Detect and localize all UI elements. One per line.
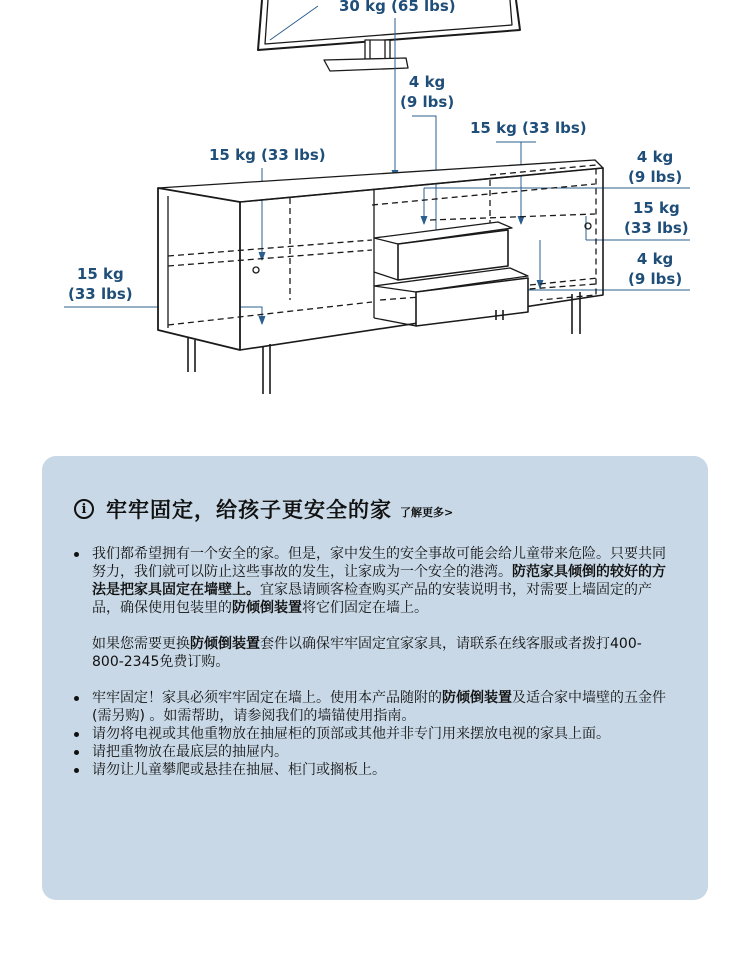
replacement-text-1: 如果您需要更换	[92, 636, 190, 652]
learn-more-link[interactable]: 了解更多>	[400, 506, 454, 519]
drawers	[374, 222, 528, 326]
intro-text-1: 我们都希望拥有一个安全的家。但是，家中发生的安全事故可能会给儿童带来危险。只要共同努力，我们就可以防止这些事故的发生，让家成为一个安全的港湾。	[92, 546, 666, 580]
tv-weight-label: 30 kg (65 lbs)	[339, 0, 456, 15]
top-left-weight-label: 15 kg (33 lbs)	[209, 146, 326, 164]
notice-bullet-tv: 请勿将电视或其他重物放在抽屉柜的顶部或其他并非专门用来摆放电视的家具上面。	[70, 725, 670, 743]
replacement-text-2: 套件以确保牢牢固定宜家家具，请联系在线客服或者拨打400-800-2345免费订购。	[92, 636, 642, 670]
right-low-weight-label	[628, 249, 682, 289]
fix-text-1: 牢牢固定！家具必须牢牢固定在墙上。使用本产品随附的	[92, 690, 442, 706]
top-shelf-weight-label	[400, 72, 454, 112]
replacement-bold: 防倾倒装置	[190, 636, 260, 652]
notice-bullet-fix	[70, 689, 670, 725]
intro-bold-1: 防范家具倾倒的较好的方法是把家具固定在墙壁上。	[92, 564, 666, 598]
notice-title: 牢牢固定，给孩子更安全的家	[106, 498, 392, 522]
notice-content	[70, 545, 670, 779]
left-weight-label	[68, 264, 133, 304]
right-low-weight-lbs: (9 lbs)	[628, 270, 683, 288]
fix-text-2: 及适合家中墙壁的五金件 (需另购) 。如需帮助，请参阅我们的墙锚使用指南。	[92, 690, 666, 724]
right-top-weight-label	[628, 147, 682, 187]
fix-bold: 防倾倒装置	[442, 690, 512, 706]
info-circle-icon: i	[74, 499, 94, 519]
safety-notice-card	[42, 456, 708, 900]
right-top-weight-kg: 4 kg	[636, 148, 674, 166]
right-mid-weight-kg: 15 kg	[632, 199, 680, 217]
intro-bold-2: 防倾倒装置	[232, 600, 302, 616]
top-shelf-weight-lbs: (9 lbs)	[400, 93, 455, 111]
right-top-weight-lbs: (9 lbs)	[628, 168, 683, 186]
notice-replacement-paragraph	[70, 635, 670, 671]
notice-bullet-heavy: 请把重物放在最底层的抽屉内。	[70, 743, 670, 761]
right-mid-weight-lbs: (33 lbs)	[624, 219, 689, 237]
left-weight-lbs: (33 lbs)	[68, 285, 133, 303]
notice-header	[74, 494, 453, 524]
right-mid-weight-label	[624, 198, 689, 238]
right-low-weight-kg: 4 kg	[636, 250, 674, 268]
top-shelf-weight-kg: 4 kg	[408, 73, 446, 91]
furniture-weight-diagram	[0, 0, 750, 410]
notice-bullet-children: 请勿让儿童攀爬或悬挂在抽屉、柜门或搁板上。	[70, 761, 670, 779]
intro-text-3: 将它们固定在墙上。	[302, 600, 428, 616]
left-weight-kg: 15 kg	[76, 265, 124, 283]
intro-text-2: 宜家恳请顾客检查购买产品的安装说明书，对需要上墙固定的产品，确保使用包装里的	[92, 582, 652, 616]
top-right-weight-label: 15 kg (33 lbs)	[470, 119, 587, 137]
notice-bullet-intro	[70, 545, 670, 617]
